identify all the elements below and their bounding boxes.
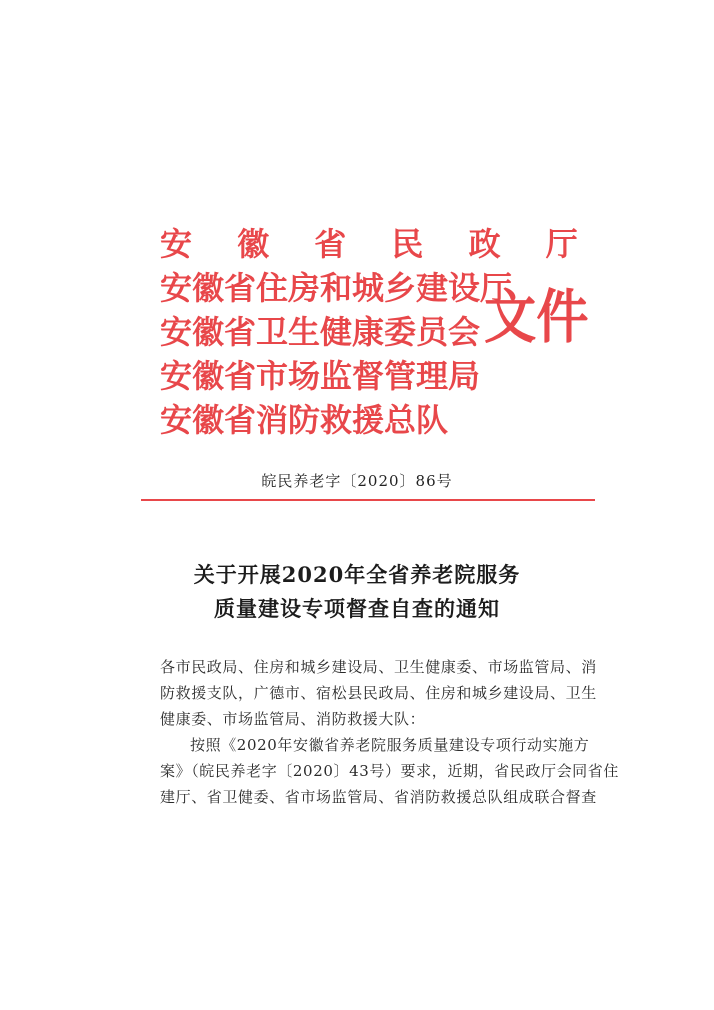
title-line-1: 关于开展2020年全省养老院服务 — [193, 562, 521, 587]
org-civil-affairs: 安 徽 省 民 政 厅 — [160, 225, 595, 263]
document-type-label: 文件 — [484, 283, 589, 351]
org-market-regulation: 安徽省市场监督管理局 — [160, 357, 481, 395]
body-line: 建厅、省卫健委、省市场监管局、省消防救援总队组成联合督查 — [160, 788, 597, 806]
notice-title — [0, 558, 714, 626]
org-fire-rescue: 安徽省消防救援总队 — [160, 401, 449, 439]
body-line: 健康委、市场监管局、消防救援大队： — [160, 710, 426, 728]
body-line: 按照《2020年安徽省养老院服务质量建设专项行动实施方 — [190, 736, 590, 754]
document-number: 皖民养老字〔2020〕86号 — [261, 472, 453, 490]
body-line: 各市民政局、住房和城乡建设局、卫生健康委、市场监管局、消 — [160, 658, 597, 676]
body-line: 防救援支队，广德市、宿松县民政局、住房和城乡建设局、卫生 — [160, 684, 597, 702]
title-line-2: 质量建设专项督查自查的通知 — [214, 596, 500, 621]
body-line: 案》（皖民养老字〔2020〕43号）要求，近期，省民政厅会同省住 — [160, 762, 619, 780]
org-health-commission: 安徽省卫生健康委员会 — [160, 313, 481, 351]
red-divider — [141, 499, 595, 501]
org-housing-construction: 安徽省住房和城乡建设厅 — [160, 269, 513, 307]
notice-body — [160, 654, 619, 810]
